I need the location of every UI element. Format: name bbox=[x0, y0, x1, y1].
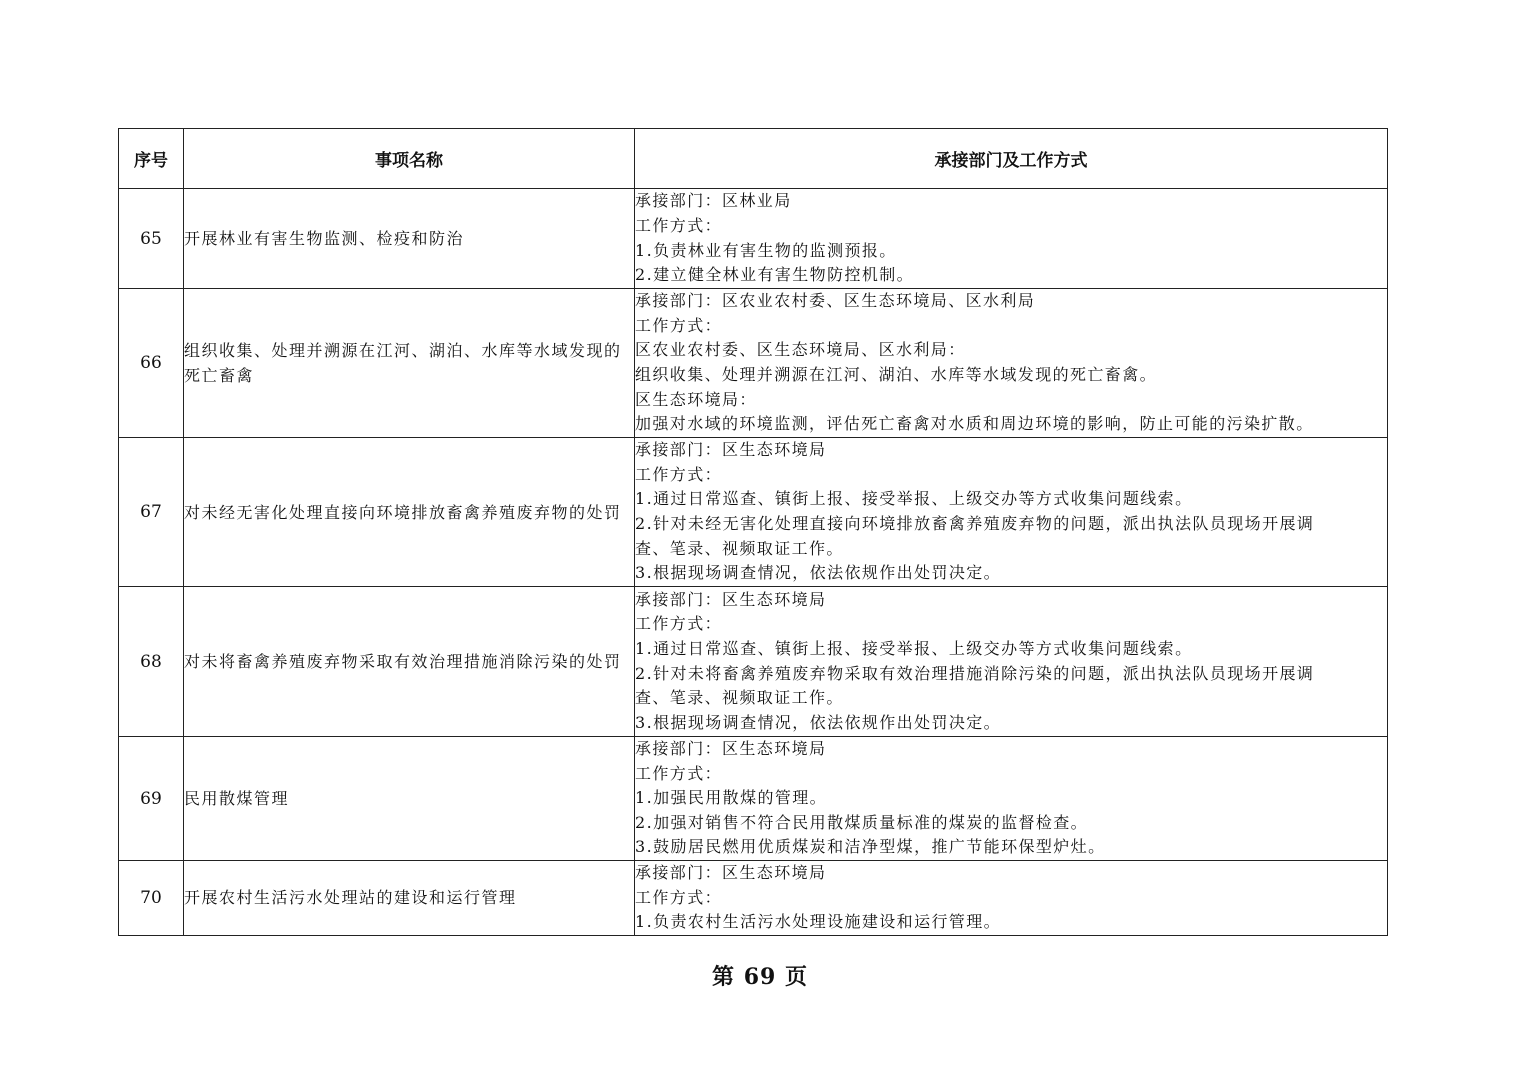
item-name: 对未经无害化处理直接向环境排放畜禽养殖废弃物的处罚 bbox=[184, 438, 635, 587]
table-row bbox=[119, 737, 1388, 861]
department-and-method bbox=[635, 737, 1388, 861]
items-table bbox=[118, 128, 1388, 936]
item-name: 组织收集、处理并溯源在江河、湖泊、水库等水域发现的死亡畜禽 bbox=[184, 289, 635, 438]
department-and-method bbox=[635, 587, 1388, 737]
detail-line: 工作方式： bbox=[635, 315, 723, 335]
detail-line: 1.通过日常巡查、镇街上报、接受举报、上级交办等方式收集问题线索。 bbox=[635, 489, 1193, 509]
detail-line: 2.建立健全林业有害生物防控机制。 bbox=[635, 265, 915, 285]
detail-line: 承接部门：区生态环境局 bbox=[635, 589, 827, 609]
page-number: 第 69 页 bbox=[712, 964, 808, 990]
department-and-method bbox=[635, 289, 1388, 438]
table-row bbox=[119, 438, 1388, 587]
detail-line: 工作方式： bbox=[635, 763, 723, 783]
detail-line: 查、笔录、视频取证工作。 bbox=[635, 538, 844, 558]
item-name: 对未将畜禽养殖废弃物采取有效治理措施消除污染的处罚 bbox=[184, 587, 635, 737]
detail-line: 2.针对未经无害化处理直接向环境排放畜禽养殖废弃物的问题，派出执法队员现场开展调 bbox=[635, 514, 1315, 533]
row-number: 69 bbox=[119, 737, 184, 861]
detail-line: 3.根据现场调查情况，依法依规作出处罚决定。 bbox=[635, 563, 1002, 583]
detail-line: 承接部门：区生态环境局 bbox=[635, 739, 827, 759]
row-number: 65 bbox=[119, 189, 184, 289]
header-item-name: 事项名称 bbox=[184, 129, 635, 189]
detail-line: 承接部门：区生态环境局 bbox=[635, 440, 827, 460]
detail-line: 1.负责农村生活污水处理设施建设和运行管理。 bbox=[635, 912, 1002, 932]
detail-line: 工作方式： bbox=[635, 887, 723, 907]
detail-line: 工作方式： bbox=[635, 464, 723, 484]
detail-line: 1.加强民用散煤的管理。 bbox=[635, 788, 828, 808]
row-number: 68 bbox=[119, 587, 184, 737]
table-row bbox=[119, 189, 1388, 289]
detail-line: 区农业农村委、区生态环境局、区水利局： bbox=[635, 340, 966, 360]
row-number: 66 bbox=[119, 289, 184, 438]
detail-line: 承接部门：区农业农村委、区生态环境局、区水利局 bbox=[635, 291, 1036, 311]
row-number: 67 bbox=[119, 438, 184, 587]
detail-line: 1.通过日常巡查、镇街上报、接受举报、上级交办等方式收集问题线索。 bbox=[635, 638, 1193, 658]
detail-line: 承接部门：区林业局 bbox=[635, 191, 792, 211]
detail-line: 组织收集、处理并溯源在江河、湖泊、水库等水域发现的死亡畜禽。 bbox=[635, 365, 1158, 384]
detail-line: 区生态环境局： bbox=[635, 389, 757, 409]
table-row bbox=[119, 289, 1388, 438]
department-and-method bbox=[635, 189, 1388, 289]
table-header-row bbox=[119, 129, 1388, 189]
header-serial-number: 序号 bbox=[119, 129, 184, 189]
row-number: 70 bbox=[119, 861, 184, 936]
detail-line: 查、笔录、视频取证工作。 bbox=[635, 688, 844, 708]
detail-line: 3.鼓励居民燃用优质煤炭和洁净型煤，推广节能环保型炉灶。 bbox=[635, 837, 1106, 857]
table-row bbox=[119, 861, 1388, 936]
table-row bbox=[119, 587, 1388, 737]
item-name: 民用散煤管理 bbox=[184, 737, 635, 861]
department-and-method bbox=[635, 861, 1388, 936]
detail-line: 工作方式： bbox=[635, 614, 723, 634]
detail-line: 3.根据现场调查情况，依法依规作出处罚决定。 bbox=[635, 712, 1002, 732]
item-name: 开展林业有害生物监测、检疫和防治 bbox=[184, 189, 635, 289]
header-department-and-method: 承接部门及工作方式 bbox=[635, 129, 1388, 189]
detail-line: 承接部门：区生态环境局 bbox=[635, 863, 827, 882]
detail-line: 1.负责林业有害生物的监测预报。 bbox=[635, 240, 897, 260]
detail-line: 2.针对未将畜禽养殖废弃物采取有效治理措施消除污染的问题，派出执法队员现场开展调 bbox=[635, 663, 1315, 683]
detail-line: 工作方式： bbox=[635, 215, 723, 235]
detail-line: 加强对水域的环境监测，评估死亡畜禽对水质和周边环境的影响，防止可能的污染扩散。 bbox=[635, 414, 1314, 434]
item-name: 开展农村生活污水处理站的建设和运行管理 bbox=[184, 861, 635, 936]
detail-line: 2.加强对销售不符合民用散煤质量标准的煤炭的监督检查。 bbox=[635, 812, 1089, 832]
department-and-method bbox=[635, 438, 1388, 587]
